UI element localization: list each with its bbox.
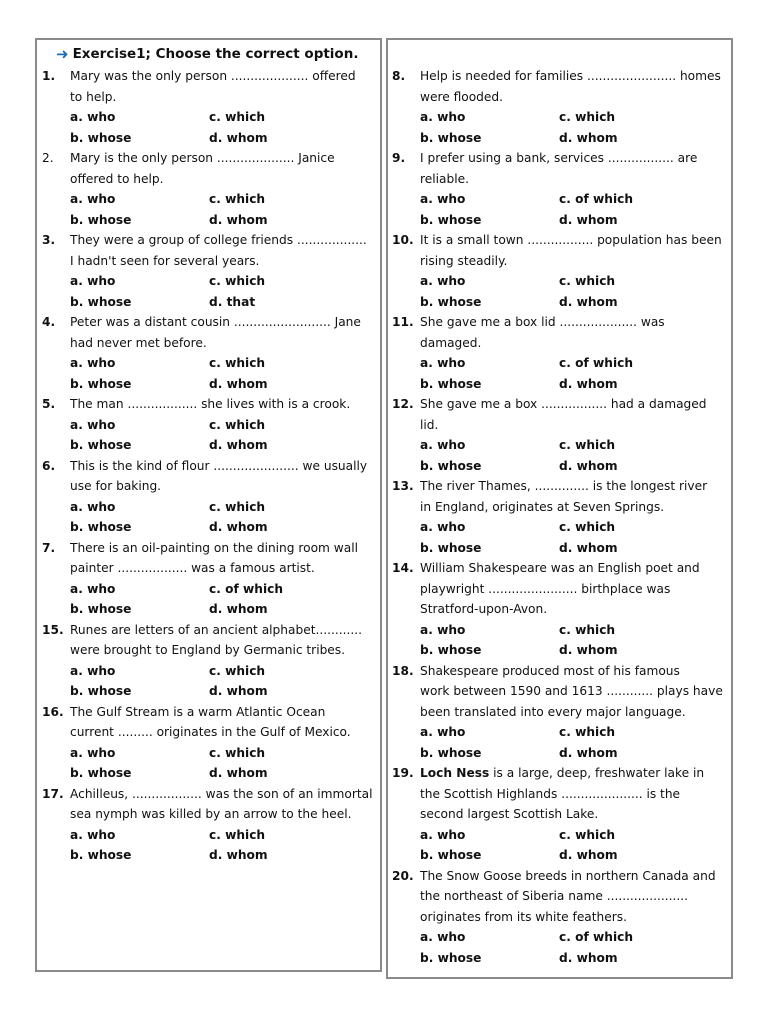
question-item xyxy=(388,394,723,476)
answer-option[interactable]: d. whom xyxy=(559,212,618,227)
option-row xyxy=(420,128,723,149)
option-row xyxy=(420,538,723,559)
answer-options xyxy=(388,107,723,148)
answer-options xyxy=(388,927,723,968)
answer-option[interactable]: b. whose xyxy=(420,848,482,862)
answer-option[interactable]: a. who xyxy=(70,827,116,842)
answer-option[interactable]: b. whose xyxy=(420,745,482,760)
option-row xyxy=(70,292,373,313)
arrow-right-icon: ➜ xyxy=(56,45,69,63)
question-line: I hadn't seen for several years. xyxy=(70,253,260,268)
option-row xyxy=(70,435,373,456)
question-row xyxy=(388,763,723,825)
question-line: The river Thames, .............. is the longest river xyxy=(420,479,708,493)
question-text xyxy=(420,763,723,825)
answer-options xyxy=(38,189,373,230)
question-line: had never met before. xyxy=(70,335,207,350)
question-line: I prefer using a bank, services ................. are xyxy=(420,151,698,165)
question-text xyxy=(70,230,373,271)
question-row xyxy=(38,66,373,107)
question-text xyxy=(70,66,373,107)
answer-option[interactable]: a. who xyxy=(70,192,116,206)
answer-option[interactable]: d. whom xyxy=(209,438,268,452)
answer-option[interactable]: b. whose xyxy=(420,540,482,555)
option-row xyxy=(420,374,723,395)
question-item xyxy=(38,66,373,148)
question-row xyxy=(38,230,373,271)
question-row xyxy=(388,312,723,353)
option-row xyxy=(420,517,723,538)
question-number: 2. xyxy=(42,151,54,165)
question-line: in England, originates at Seven Springs. xyxy=(420,499,665,514)
answer-option[interactable]: b. whose xyxy=(70,848,132,862)
question-number: 18. xyxy=(392,663,414,678)
question-number: 13. xyxy=(392,479,414,493)
question-number: 19. xyxy=(392,766,414,780)
question-line: were brought to England by Germanic tribes. xyxy=(70,643,346,657)
question-bold-lead: Loch Ness xyxy=(420,766,490,780)
answer-option[interactable]: d. whom xyxy=(559,950,618,965)
option-row xyxy=(420,845,723,866)
answer-option[interactable]: c. of which xyxy=(559,356,634,370)
answer-option[interactable]: c. which xyxy=(209,745,266,760)
answer-option[interactable]: b. whose xyxy=(70,602,132,616)
answer-option[interactable]: c. which xyxy=(559,725,616,739)
option-row xyxy=(70,353,373,374)
question-item xyxy=(388,66,723,148)
answer-option[interactable]: a. who xyxy=(420,930,466,944)
question-line: current ......... originates in the Gulf of Mexico. xyxy=(70,725,351,739)
question-line: sea nymph was killed by an arrow to the heel. xyxy=(70,807,352,821)
answer-option[interactable]: d. whom xyxy=(209,684,268,698)
answer-option[interactable]: d. that xyxy=(209,294,256,309)
question-row xyxy=(388,148,723,189)
question-row xyxy=(38,702,373,743)
answer-option[interactable]: b. whose xyxy=(420,950,482,965)
question-text xyxy=(420,558,723,620)
answer-options xyxy=(388,825,723,866)
question-text xyxy=(70,702,373,743)
answer-options xyxy=(38,743,373,784)
answer-option[interactable]: c. which xyxy=(209,417,266,432)
question-number: 14. xyxy=(392,561,414,575)
answer-option[interactable]: c. which xyxy=(209,192,266,206)
question-number: 3. xyxy=(42,233,56,247)
question-number: 8. xyxy=(392,69,406,83)
question-row xyxy=(38,312,373,353)
answer-option[interactable]: b. whose xyxy=(420,458,482,473)
question-text xyxy=(420,476,723,517)
question-number: 1. xyxy=(42,69,56,83)
question-text xyxy=(70,394,373,415)
question-item xyxy=(388,558,723,661)
question-line: offered to help. xyxy=(70,171,164,186)
answer-option[interactable]: a. who xyxy=(70,110,116,124)
answer-option[interactable]: c. which xyxy=(209,663,266,678)
option-row xyxy=(420,825,723,846)
question-item xyxy=(388,866,723,969)
answer-option[interactable]: d. whom xyxy=(209,520,268,534)
answer-option[interactable]: a. who xyxy=(420,110,466,124)
answer-options xyxy=(38,415,373,456)
option-row xyxy=(70,374,373,395)
answer-option[interactable]: c. which xyxy=(559,110,616,124)
question-text xyxy=(70,456,373,497)
answer-option[interactable]: a. who xyxy=(420,192,466,206)
question-line: the Scottish Highlands ..................... is the xyxy=(420,786,681,801)
answer-options xyxy=(38,497,373,538)
option-row xyxy=(420,435,723,456)
answer-option[interactable]: c. which xyxy=(559,827,616,842)
answer-option[interactable]: d. whom xyxy=(559,458,618,473)
answer-option[interactable]: c. of which xyxy=(209,581,284,596)
question-row xyxy=(388,394,723,435)
question-text xyxy=(420,661,723,723)
question-number: 6. xyxy=(42,458,56,473)
answer-option[interactable]: c. which xyxy=(559,520,616,534)
answer-option[interactable]: d. whom xyxy=(559,376,618,391)
option-row xyxy=(420,948,723,969)
question-line: Mary was the only person .................... offered xyxy=(70,69,356,83)
question-item xyxy=(388,763,723,866)
question-line: Help is needed for families ....................... homes xyxy=(420,69,721,83)
option-row xyxy=(70,189,373,210)
question-row xyxy=(388,230,723,271)
question-item xyxy=(38,230,373,312)
answer-option[interactable]: a. who xyxy=(70,581,116,596)
question-row xyxy=(388,476,723,517)
answer-option[interactable]: c. of which xyxy=(559,930,634,944)
answer-option[interactable]: b. whose xyxy=(70,376,132,391)
answer-option[interactable]: b. whose xyxy=(70,212,132,227)
option-row xyxy=(420,107,723,128)
answer-option[interactable]: c. which xyxy=(209,499,266,514)
answer-options xyxy=(38,353,373,394)
question-text xyxy=(70,784,373,825)
option-row xyxy=(420,189,723,210)
answer-option[interactable]: b. whose xyxy=(70,684,132,698)
question-line: This is the kind of flour ...................... we usually xyxy=(70,458,368,473)
question-row xyxy=(388,558,723,620)
option-row xyxy=(420,743,723,764)
answer-option[interactable]: a. who xyxy=(420,438,466,452)
question-item xyxy=(388,148,723,230)
answer-option[interactable]: b. whose xyxy=(70,766,132,780)
answer-option[interactable]: b. whose xyxy=(70,294,132,309)
answer-option[interactable]: c. which xyxy=(559,274,616,288)
option-row xyxy=(420,353,723,374)
question-text xyxy=(420,394,723,435)
question-text xyxy=(70,620,373,661)
option-row xyxy=(70,825,373,846)
question-item xyxy=(38,784,373,866)
answer-option[interactable]: b. whose xyxy=(420,130,482,145)
question-text xyxy=(420,148,723,189)
question-line: They were a group of college friends .................. xyxy=(70,233,367,247)
answer-option[interactable]: a. who xyxy=(420,356,466,370)
question-line: use for baking. xyxy=(70,479,162,493)
answer-option[interactable]: d. whom xyxy=(559,294,618,309)
option-row xyxy=(70,128,373,149)
option-row xyxy=(420,722,723,743)
question-row xyxy=(38,620,373,661)
question-text xyxy=(70,148,373,189)
answer-options xyxy=(388,435,723,476)
question-line: work between 1590 and 1613 ............ plays have xyxy=(420,684,723,698)
question-item xyxy=(38,394,373,456)
answer-option[interactable]: d. whom xyxy=(209,848,268,862)
option-row xyxy=(420,271,723,292)
question-line: painter .................. was a famous artist. xyxy=(70,561,315,575)
answer-options xyxy=(38,825,373,866)
option-row xyxy=(420,292,723,313)
answer-option[interactable]: d. whom xyxy=(209,602,268,616)
exercise-title-text: Exercise1; Choose the correct option. xyxy=(72,46,359,62)
question-number: 17. xyxy=(42,786,64,801)
answer-option[interactable]: b. whose xyxy=(420,294,482,309)
option-row xyxy=(70,107,373,128)
answer-option[interactable]: a. who xyxy=(420,274,466,288)
question-text xyxy=(70,312,373,353)
question-text xyxy=(420,866,723,928)
option-row xyxy=(70,743,373,764)
question-line: The Gulf Stream is a warm Atlantic Ocean xyxy=(70,704,326,719)
answer-option[interactable]: c. which xyxy=(209,356,266,370)
question-item xyxy=(38,312,373,394)
answer-option[interactable]: a. who xyxy=(70,745,116,760)
question-number: 5. xyxy=(42,397,56,411)
question-text xyxy=(420,230,723,271)
answer-options xyxy=(38,107,373,148)
right-question-list xyxy=(388,66,723,968)
question-number: 12. xyxy=(392,397,414,411)
answer-option[interactable]: b. whose xyxy=(70,520,132,534)
option-row xyxy=(70,271,373,292)
answer-option[interactable]: b. whose xyxy=(70,438,132,452)
answer-option[interactable]: d. whom xyxy=(559,745,618,760)
question-line: playwright ....................... birthplace was xyxy=(420,581,671,596)
question-line: Runes are letters of an ancient alphabet............ xyxy=(70,622,362,637)
question-text xyxy=(420,312,723,353)
question-item xyxy=(38,620,373,702)
question-item xyxy=(38,456,373,538)
question-line: The man .................. she lives with is a crook. xyxy=(70,397,351,411)
question-line: Shakespeare produced most of his famous xyxy=(420,663,680,678)
question-text xyxy=(420,66,723,107)
answer-option[interactable]: a. who xyxy=(70,274,116,288)
question-line: Mary is the only person .................... Janice xyxy=(70,151,335,165)
answer-option[interactable]: a. who xyxy=(70,356,116,370)
question-row xyxy=(388,866,723,928)
answer-option[interactable]: c. which xyxy=(209,274,266,288)
answer-option[interactable]: c. which xyxy=(559,438,616,452)
answer-option[interactable]: a. who xyxy=(70,417,116,432)
question-line: William Shakespeare was an English poet and xyxy=(420,561,700,575)
question-row xyxy=(38,148,373,189)
question-line: There is an oil-painting on the dining room wall xyxy=(70,540,359,555)
answer-option[interactable]: d. whom xyxy=(209,376,268,391)
answer-option[interactable]: d. whom xyxy=(209,766,268,780)
option-row xyxy=(70,415,373,436)
answer-option[interactable]: b. whose xyxy=(420,376,482,391)
question-item xyxy=(388,661,723,764)
answer-options xyxy=(388,353,723,394)
question-number: 4. xyxy=(42,315,56,329)
question-line: were flooded. xyxy=(420,89,504,104)
question-line xyxy=(420,763,723,784)
question-line: Achilleus, .................. was the son of an immortal xyxy=(70,786,373,801)
option-row xyxy=(420,640,723,661)
answer-option[interactable]: c. which xyxy=(209,110,266,124)
answer-option[interactable]: a. who xyxy=(420,827,466,842)
option-row xyxy=(70,517,373,538)
question-row xyxy=(38,784,373,825)
question-line: She gave me a box ................. had a damaged lid. xyxy=(420,397,707,432)
answer-option[interactable]: b. whose xyxy=(70,130,132,145)
option-row xyxy=(420,210,723,231)
question-line: Stratford-upon-Avon. xyxy=(420,602,548,616)
answer-option[interactable]: a. who xyxy=(420,725,466,739)
question-number: 10. xyxy=(392,233,414,247)
question-number: 9. xyxy=(392,151,406,165)
answer-options xyxy=(38,271,373,312)
answer-option[interactable]: a. who xyxy=(420,520,466,534)
question-text xyxy=(70,538,373,579)
answer-options xyxy=(388,517,723,558)
option-row xyxy=(70,210,373,231)
option-row xyxy=(70,599,373,620)
answer-option[interactable]: d. whom xyxy=(559,540,618,555)
answer-options xyxy=(38,661,373,702)
answer-option[interactable]: a. who xyxy=(420,622,466,637)
answer-option[interactable]: b. whose xyxy=(420,643,482,657)
question-row xyxy=(388,66,723,107)
answer-options xyxy=(388,189,723,230)
question-number: 11. xyxy=(392,315,414,329)
right-column xyxy=(388,66,723,968)
answer-option[interactable]: d. whom xyxy=(559,130,618,145)
question-item xyxy=(388,476,723,558)
question-line: reliable. xyxy=(420,171,469,186)
option-row xyxy=(420,620,723,641)
answer-option[interactable]: c. which xyxy=(209,827,266,842)
left-question-list xyxy=(38,66,373,866)
question-number: 16. xyxy=(42,704,64,719)
question-item xyxy=(388,312,723,394)
option-row xyxy=(70,497,373,518)
question-number: 7. xyxy=(42,540,56,555)
question-item xyxy=(38,538,373,620)
option-row xyxy=(70,681,373,702)
question-line: the northeast of Siberia name ..................... xyxy=(420,889,689,903)
question-number: 20. xyxy=(392,868,414,883)
question-line: rising steadily. xyxy=(420,253,508,268)
question-line: to help. xyxy=(70,89,117,104)
question-row xyxy=(38,394,373,415)
option-row xyxy=(420,456,723,477)
exercise-title xyxy=(56,42,373,66)
question-number: 15. xyxy=(42,622,64,637)
option-row xyxy=(70,845,373,866)
question-row xyxy=(38,538,373,579)
answer-option[interactable]: d. whom xyxy=(209,212,268,227)
question-item xyxy=(38,702,373,784)
left-column xyxy=(38,42,373,866)
option-row xyxy=(70,763,373,784)
question-line: originates from its white feathers. xyxy=(420,909,628,924)
answer-options xyxy=(388,620,723,661)
question-line: second largest Scottish Lake. xyxy=(420,807,599,821)
question-item xyxy=(388,230,723,312)
question-line: The Snow Goose breeds in northern Canada and xyxy=(420,868,716,883)
answer-option[interactable]: d. whom xyxy=(559,643,618,657)
answer-option[interactable]: b. whose xyxy=(420,212,482,227)
answer-option[interactable]: a. who xyxy=(70,663,116,678)
question-line: Peter was a distant cousin ......................... Jane xyxy=(70,315,361,329)
answer-option[interactable]: d. whom xyxy=(559,848,618,862)
answer-option[interactable]: c. of which xyxy=(559,192,634,206)
question-row xyxy=(38,456,373,497)
question-line: been translated into every major language. xyxy=(420,704,686,719)
question-line: She gave me a box lid .................... was damaged. xyxy=(420,315,665,350)
question-line-rest: is a large, deep, freshwater lake in xyxy=(489,766,705,780)
answer-option[interactable]: a. who xyxy=(70,499,116,514)
answer-option[interactable]: c. which xyxy=(559,622,616,637)
option-row xyxy=(420,927,723,948)
question-line: It is a small town ................. population has been xyxy=(420,233,722,247)
answer-options xyxy=(38,579,373,620)
option-row xyxy=(70,661,373,682)
question-item xyxy=(38,148,373,230)
answer-options xyxy=(388,722,723,763)
answer-option[interactable]: d. whom xyxy=(209,130,268,145)
answer-options xyxy=(388,271,723,312)
question-row xyxy=(388,661,723,723)
option-row xyxy=(70,579,373,600)
